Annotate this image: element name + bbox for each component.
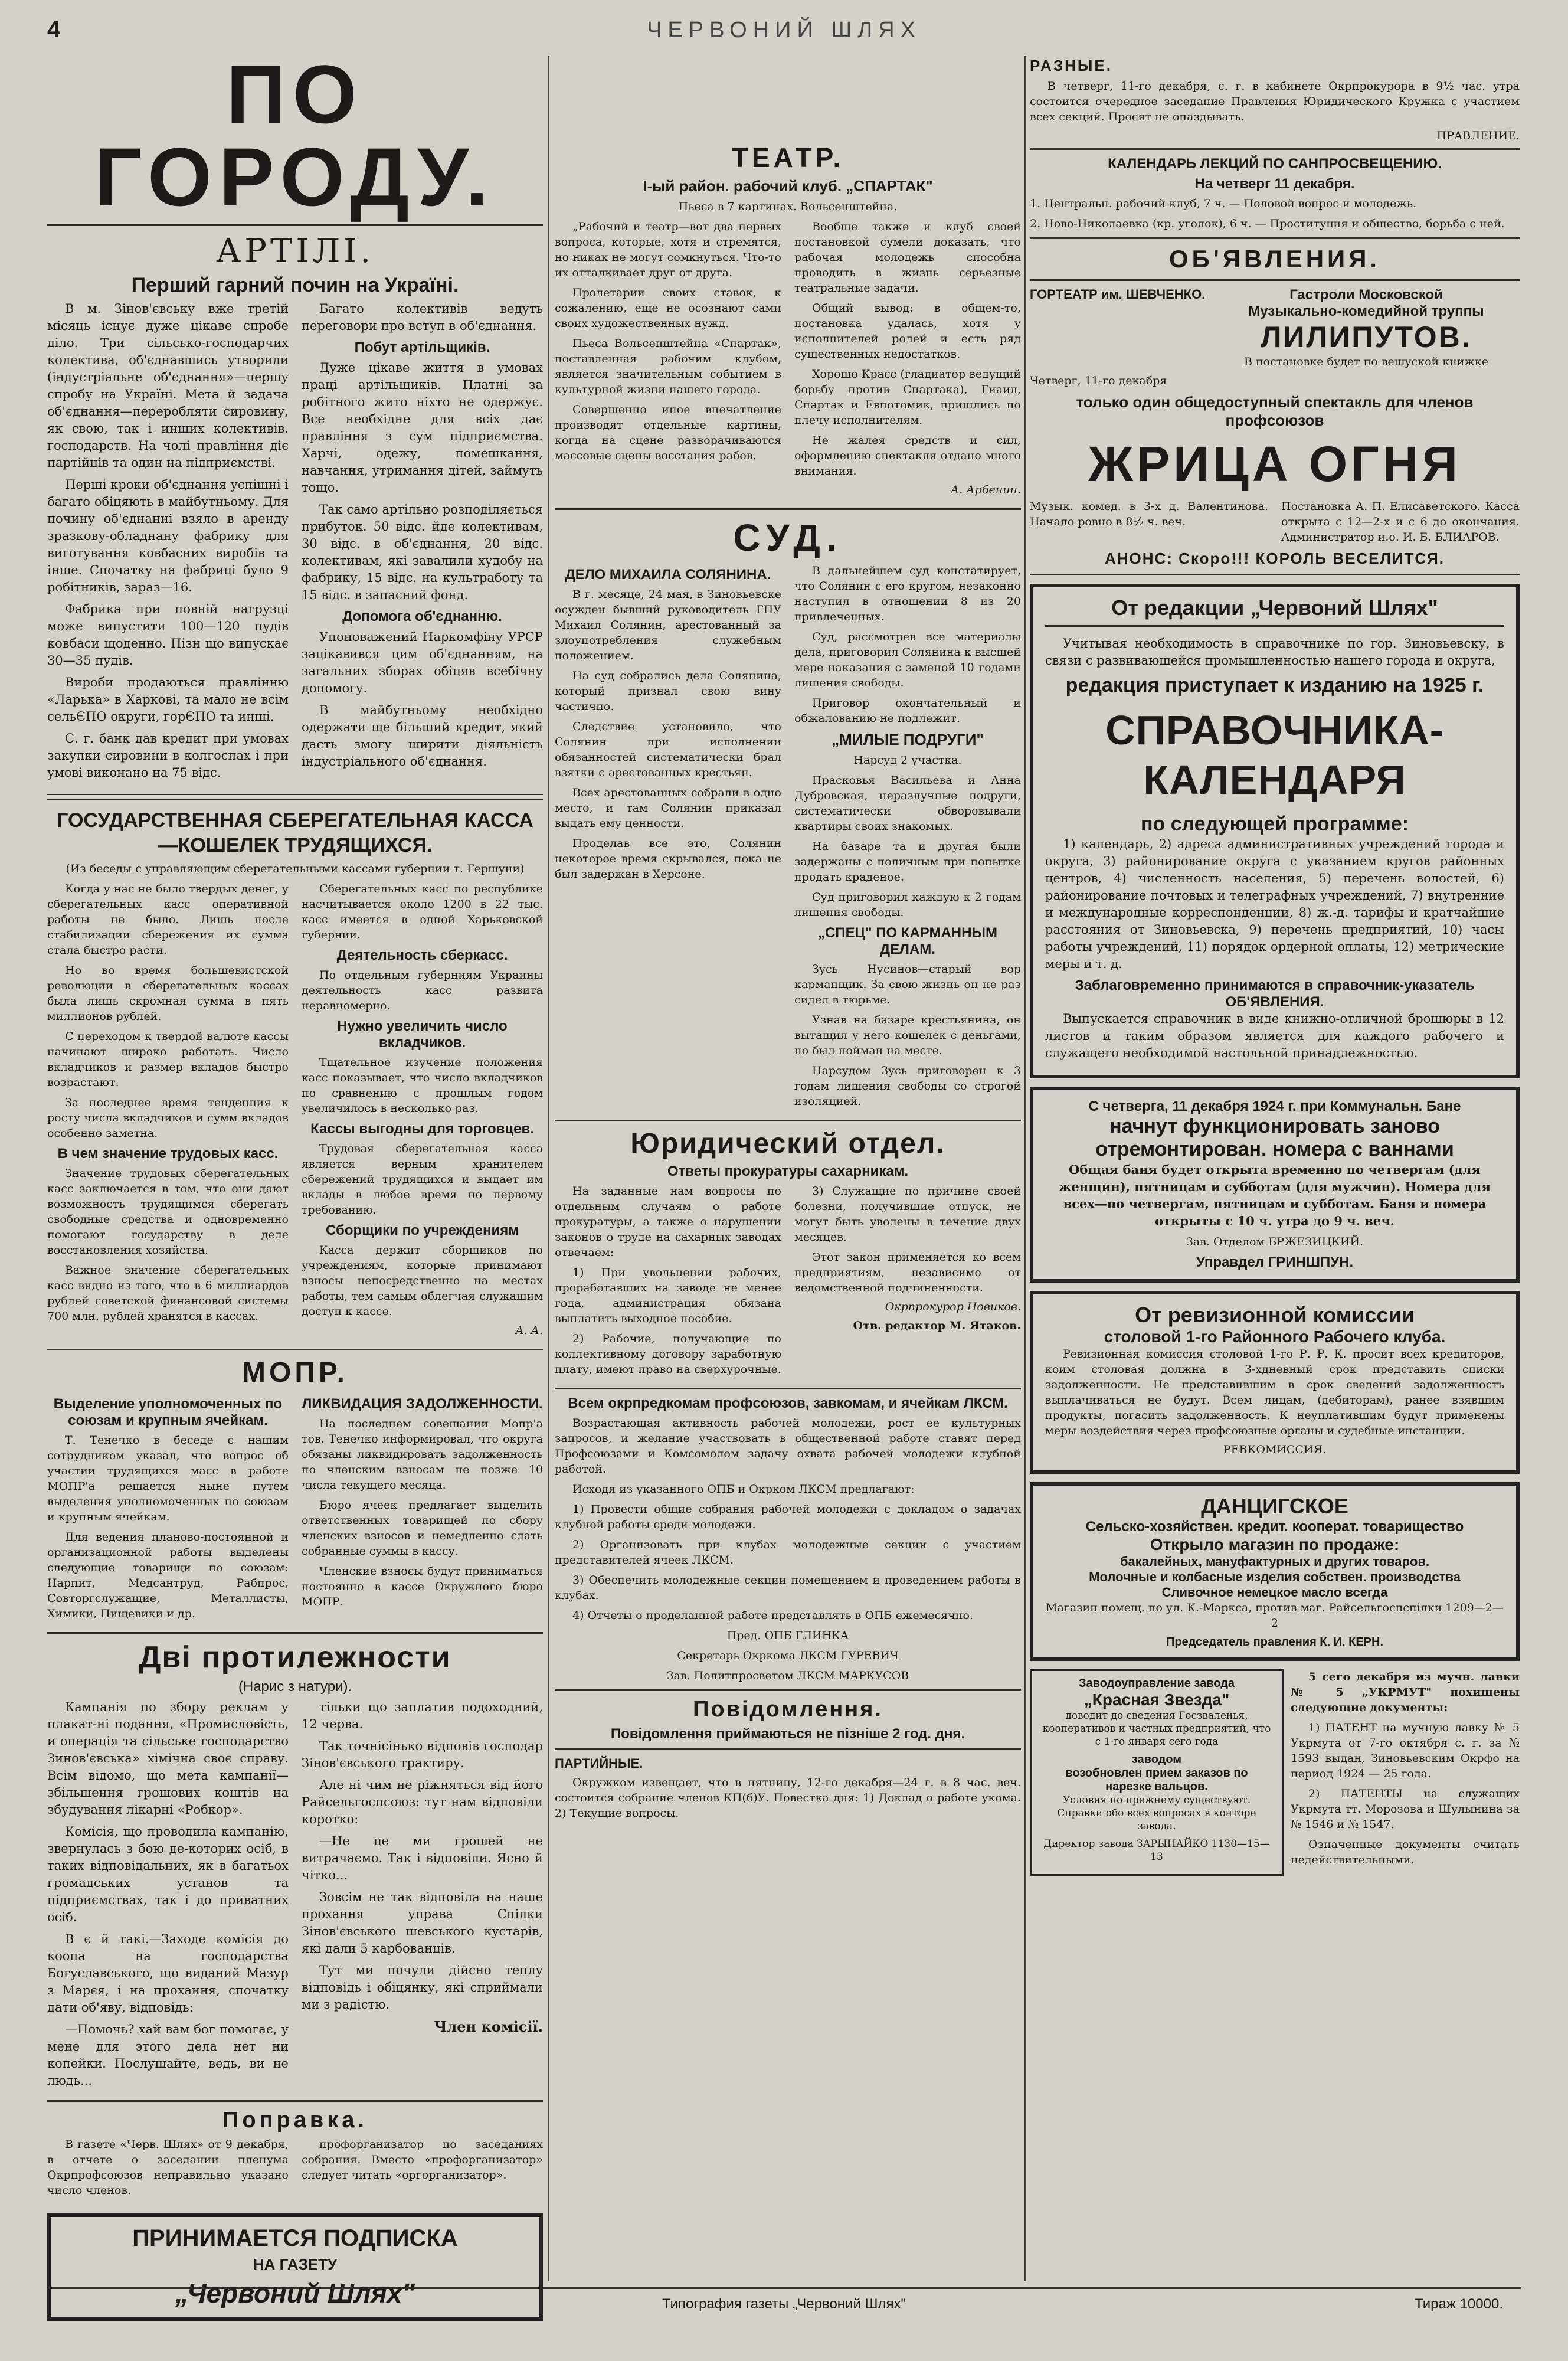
paragraph: Возрастающая активность рабочей молодежи, рост ее культурных запросов, и желание участвовать в общественной работе ставят перед Профсоюзами и Комсомолом задачу охвата рабочей молодежи клубной работой. — [555, 1417, 1021, 1476]
column-divider-left — [548, 56, 549, 2281]
show-info: Постановка А. П. Елисаветского. Касса открыта с 12—2-х и с 6 до окончания. Администратор и.о. И. Б. БЛИАРОВ. — [1281, 500, 1520, 544]
section-subheading: На четверг 11 декабря. — [1194, 176, 1355, 192]
paragraph: С. г. банк дав кредит при умовах закупки сировини в колгоспах і при умові виконано на 75 відс. — [47, 731, 289, 780]
paragraph: Суд, рассмотрев все материалы дела, приговорил Солянина к высшей мере наказания с заменой 10 годами лишения свободы. — [794, 630, 1021, 689]
divider — [47, 1349, 543, 1350]
ad-line: столовой 1-го Районного Рабочего клуба. — [1104, 1327, 1446, 1346]
ad-revision-commission — [1030, 1291, 1520, 1474]
signature: А. А. — [515, 1324, 543, 1337]
divider — [1030, 279, 1520, 281]
subsection-heading: Сборщики по учреждениям — [326, 1222, 519, 1238]
list-item: 2. Ново-Николаевка (кр. уголок), 6 ч. — Проституция и общество, борьба с ней. — [1030, 217, 1505, 230]
ad-line: НА ГАЗЕТУ — [253, 2255, 338, 2273]
paragraph: Не жалея средств и сил, оформлению спектакля отдано много внимания. — [794, 434, 1021, 478]
article-mopr — [47, 1356, 543, 1626]
paragraph: Дуже цікаве життя в умовах праці артільщиків. Платні за робітного жито ніхто не одержує. Все необхідне для всіх дає правління з сум підприємства. Харчі, одежу, помешкання, навчання, утримання дітей, займуть тощо. — [302, 361, 543, 495]
ad-heading: От редакции „Червоний Шлях" — [1045, 596, 1504, 627]
ad-note: Заблаговременно принимаются в справочник-указатель ОБ'ЯВЛЕНИЯ. — [1075, 977, 1475, 1010]
ad-line: бакалейных, мануфактурных и других товаров. — [1119, 1554, 1430, 1569]
subsection-heading: В чем значение трудовых касс. — [57, 1146, 279, 1162]
center-column — [555, 53, 1021, 2278]
subsection-lead: Нарсуд 2 участка. — [853, 754, 962, 767]
ad-line: редакция приступает к изданию на 1925 г. — [1065, 674, 1484, 696]
paragraph: 5 сего декабря из мучн. лавки № 5 „УКРМУТ" похищены следующие документы: — [1291, 1670, 1520, 1714]
article-artili — [47, 232, 543, 786]
printer-line: Типография газеты „Червоний Шлях" — [662, 2296, 906, 2312]
paragraph: В газете «Черв. Шлях» от 9 декабря, в отчете о заседании пленума Окрпрофсоюзов неправильно указано число членов. — [47, 2138, 289, 2197]
paragraph: 2) ПАТЕНТЫ на служащих Укрмута тт. Морозова и Шулынина за № 1546 и № 1547. — [1291, 1787, 1520, 1831]
paragraph: тільки що заплатив подоходний, 12 черва. — [302, 1700, 543, 1731]
paragraph: В г. месяце, 24 мая, в Зиновьевске осужден бывший руководитель ГПУ Михаил Солянин, арестованный за злоупотребления служебным положением. — [555, 588, 781, 662]
paragraph: Совершенно иное впечатление производят отдельные картины, когда на сцене разворачиваются массовые сцены восстания рабов. — [555, 403, 781, 462]
paragraph: Вироби продаються правлінню «Ларька» в Харкові, та мало не всім сельЄПО округи, горЄПО та инші. — [47, 675, 289, 724]
ad-line: Заводоуправление завода — [1078, 1677, 1235, 1690]
troupe-line: Музыкально-комедийной труппы — [1248, 303, 1484, 319]
paragraph: 4) Отчеты о проделанной работе представлять в ОПБ ежемесячно. — [572, 1609, 973, 1622]
paragraph: 2) Рабочие, получающие по коллективному договору заработную плату, имеют право на сверхурочные. — [555, 1332, 781, 1376]
paragraph: Учитывая необходимость в справочнике по гор. Зиновьевску, в связи с развивающейся промышленностью нашего города и округа, — [1045, 636, 1504, 668]
paragraph: Важное значение сберегательных касс видно из того, что в 6 миллиардов рублей советской финансовой системы 700 млн. рублей хранятся в кассах. — [47, 1264, 289, 1323]
notice-lectures — [1030, 156, 1520, 231]
show-date: Четверг, 11-го декабря — [1030, 374, 1167, 387]
paragraph: За последнее время тенденция к росту числа вкладчиков и сумм вкладов особенно заметна. — [47, 1096, 289, 1140]
signature: Пред. ОПБ ГЛИНКА — [726, 1629, 849, 1642]
section-title-po-gorodu: ПО ГОРОДУ. — [94, 48, 496, 223]
ad-big-title: СПРАВОЧНИКА-КАЛЕНДАРЯ — [1105, 707, 1444, 803]
article-heading: Поправка. — [222, 2108, 368, 2133]
ad-line: заводом — [1131, 1753, 1182, 1766]
show-info: Музык. комед. в 3-х д. Валентинова. Начало ровно в 8½ ч. веч. — [1030, 500, 1268, 528]
ad-line: Сливочное немецкое масло всегда — [1161, 1585, 1388, 1600]
paragraph: 2) Организовать при клубах молодежные секции с участием представителей ячеек ЛКСМ. — [555, 1538, 1021, 1567]
ad-line: ПРИНИМАЕТСЯ ПОДПИСКА — [132, 2225, 458, 2251]
note: В постановке будет по вешуской книжке — [1243, 355, 1489, 368]
paragraph: 3) Обеспечить молодежные секции помещением и проведением работы в клубах. — [555, 1574, 1021, 1602]
paragraph: На последнем совещании Мопр'а тов. Тенечко информировал, что округа обязаны ликвидировать задолженность по членским взносам не позже 10 числа текущего месяца. — [302, 1417, 543, 1492]
signature: Зав. Политпросветом ЛКСМ МАРКУСОВ — [666, 1669, 909, 1682]
article-heading: ТЕАТР. — [731, 142, 844, 173]
signature: РЕВКОМИССИЯ. — [1223, 1443, 1326, 1456]
subsection-heading: ЛИКВИДАЦИЯ ЗАДОЛЖЕННОСТИ. — [302, 1396, 543, 1412]
article-teatr — [555, 142, 1021, 502]
signature: Окрпрокурор Новиков. — [885, 1300, 1021, 1313]
paragraph: Пролетарии своих ставок, к сожалению, еще не осознают сами своих художественных нужд. — [555, 286, 781, 330]
list-item: 1. Центральн. рабочий клуб, 7 ч. — Половой вопрос и молодежь. — [1030, 197, 1417, 210]
paragraph: Окружком извещает, что в пятницу, 12-го декабря—24 г. в 8 час. веч. состоится собрание членов КП(б)У. Повестка дня: 1) Доклад о работе укома. 2) Текущие вопросы. — [555, 1776, 1021, 1820]
paragraph: Магазин помещ. по ул. К.-Маркса, против маг. Райсельгоспспілки 1209—2—2 — [1046, 1601, 1504, 1630]
paragraph: Зовсім не так відповіла на наше прохання управа Спілки Зінов'євського шевського кустарів, які дали 5 карбованців. — [302, 1890, 543, 1955]
paragraph: Так точнісінько відповів господар Зінов'євського трактиру. — [302, 1739, 543, 1770]
ad-line: Молочные и колбасные изделия собствен. производства — [1089, 1569, 1461, 1584]
article-subheading: I-ый район. рабочий клуб. „СПАРТАК" — [643, 177, 933, 195]
article-heading: Юридический отдел. — [630, 1128, 945, 1159]
paragraph: Нарсудом Зусь приговорен к 3 годам лишения свободы со строгой изоляцией. — [794, 1064, 1021, 1108]
ad-line: начнут функционировать заново — [1109, 1115, 1440, 1137]
ad-line: Сельско-хозяйствен. кредит. кооперат. товарищество — [1085, 1519, 1464, 1535]
article-heading: ГОСУДАРСТВЕННАЯ СБЕРЕГАТЕЛЬНАЯ КАССА—КОШЕЛЕК ТРУДЯЩИХСЯ. — [57, 809, 533, 856]
paragraph: Пьеса Вольсенштейна «Спартак», поставленная рабочим клубом, является значительным событием в культурной жизни нашего города. — [555, 337, 781, 396]
paragraph: —Не це ми грошей не витрачаємо. Так і відповіли. Ясно й чітко... — [302, 1834, 543, 1882]
divider — [1030, 574, 1520, 575]
notice-raznye — [1030, 57, 1520, 142]
paragraph: Означенные документы считать недействительными. — [1291, 1838, 1520, 1866]
article-subheading: Повідомлення приймаються не пізніше 2 год. дня. — [610, 1726, 965, 1742]
paragraph: Тщательное изучение положения касс показывает, что число вкладчиков по сравнению с прошлым годом увеличилось в несколько раз. — [302, 1056, 543, 1115]
paragraph: Этот закон применяется ко всем предприятиям, независимо от ведомственной подчиненности. — [794, 1251, 1021, 1294]
signature: Отв. редактор М. Ятаков. — [853, 1319, 1021, 1332]
paragraph: Комісія, що проводила кампанію, звернулась з бою де-которих осіб, в таких відповідальних, як в багатьох громадських установ та підприємствах, так і до приватних осіб. — [47, 1824, 289, 1924]
show-title: ЖРИЦА ОГНЯ — [1088, 436, 1461, 492]
notice-ukrmut — [1291, 1669, 1520, 1876]
ad-subheading: по следующей программе: — [1140, 813, 1409, 835]
paragraph: Всех арестованных собрали в одно место, и там Солянин приказал выдать ему ценности. — [555, 786, 781, 830]
paragraph: Т. Тенечко в беседе с нашим сотрудником указал, что вопрос об участии трудящихся масс в работе МОПР'а решается ныне путем выделения уполномоченных по союзам и крупным ячейкам. — [47, 1434, 289, 1523]
paragraph: Ревизионная комиссия столовой 1-го Р. Р. К. просит всех кредиторов, коим столовая должна в 3-хдневный срок представить списки задолженности. Не представившим в срок сведений задолженность выплачиваться не будут. Всем лицам, (дебиторам), ранее взявшим продукты, погасить задолженность. К неуплатившим будут применены меры воздействия через профсоюзные органы и судебные инстанции. — [1045, 1348, 1504, 1437]
paragraph: Выпускается справочник в виде книжно-отличной брошюры в 12 листов и таким образом является для каждого рабочего и служащего необходимой настольной принадлежностью. — [1045, 1012, 1504, 1060]
paragraph: В дальнейшем суд констатирует, что Солянин с его кругом, незаконно наступил в отношении 8 из 20 привлеченных. — [794, 564, 1021, 623]
signature: ПРАВЛЕНИЕ. — [1436, 129, 1520, 142]
paragraph: Перші кроки об'єднання успішні і багато обіцяють в майбутньому. Для почину об'єднанні взяло в аренду зразкову-обладнану фабрику для виготування ковбасних виробів та інше. Спочатку на фабриці було 9 робітників, зараз—16. — [47, 478, 289, 594]
paragraph: Сберегательных касс по республике насчитывается около 1200 в 22 тыс. касс имеется в одной Харьковской губернии. — [302, 882, 543, 941]
divider — [47, 794, 543, 800]
page-footer — [47, 2287, 1521, 2324]
signature: Управдел ГРИНШПУН. — [1196, 1254, 1354, 1270]
divider — [555, 1689, 1021, 1691]
article-lead: Пьеса в 7 картинах. Вольсенштейна. — [678, 200, 898, 213]
paragraph: Значение трудовых сберегательных касс заключается в том, что они дают возможность трудящимся сберегать свободные средства и одновременно помогают государству в деле восстановления хозяйства. — [47, 1167, 289, 1257]
troupe-name: ЛИЛИПУТОВ. — [1261, 321, 1472, 354]
section-heading: ОБ'ЯВЛЕНИЯ. — [1168, 245, 1381, 273]
paragraph: Проделав все это, Солянин некоторое время скрывался, пока не был задержан в Херсоне. — [555, 837, 781, 881]
paragraph: Прасковья Васильева и Анна Дубровская, неразлучные подруги, систематически обворовывали квартиры своих знакомых. — [794, 774, 1021, 833]
signature: Член комісії. — [434, 2018, 543, 2035]
ad-zavod — [1030, 1669, 1284, 1876]
paragraph: В четверг, 11-го декабря, с. г. в кабинете Окрпрокурора в 9½ час. утра состоится очередное заседание Правления Юридического Кружка с участием всех секций. Просят не опаздывать. — [1030, 80, 1520, 123]
masthead: ЧЕРВОНИЙ ШЛЯХ — [647, 18, 921, 42]
paragraph: доводит до сведения Госзваленья, кооперативов и частных предприятий, что с 1-го января сего года — [1042, 1710, 1271, 1748]
paragraph: 1) ПАТЕНТ на мучную лавку № 5 Укрмута от 7-го октября с. г. за № 1593 выдан, Зиновьевским Окрфо на период 1924 — 25 года. — [1291, 1721, 1520, 1780]
paragraph: Касса держит сборщиков по учреждениям, которые принимают взносы непосредственно на местах работы, тем самым облегчая служащим доступ к кассе. — [302, 1244, 543, 1318]
subsection-heading: Допомога об'єднанню. — [342, 609, 502, 624]
ad-line: возобновлен прием заказов по нарезке вальцов. — [1065, 1767, 1248, 1793]
page-header — [47, 11, 1521, 46]
paragraph: Так само артільно розподіляється прибуток. 50 відс. йде колективам, 30 відс. в об'єднання, 20 відс. колективам, які завалили худобу на фабрику, 15 відс. на культработу та 15 відс. в запасний фонд. — [302, 502, 543, 602]
divider — [555, 1388, 1021, 1389]
paragraph: Членские взносы будут приниматься постоянно в кассе Окружного бюро МОПР. — [302, 1565, 543, 1608]
article-dvi-protylezhnosti — [47, 1640, 543, 2094]
paragraph: Багато колективів ведуть переговори про вступ в об'єднання. — [302, 302, 543, 333]
subsection-heading: Деятельность сберкасс. — [336, 947, 508, 963]
announce-line: АНОНС: Скоро!!! КОРОЛЬ ВЕСЕЛИТСЯ. — [1104, 550, 1445, 567]
page-number: 4 — [47, 17, 61, 42]
signature: А. Арбенин. — [950, 483, 1021, 496]
ad-line: „Красная Звезда" — [1083, 1690, 1230, 1709]
paragraph: В є й такі.—Заходе комісія до коопа на господарства Богуславського, що виданий Мазур з Марєя, і на прохання, спочатку дати об'яву, відповідь: — [47, 1932, 289, 2015]
ad-line: От ревизионной комиссии — [1135, 1303, 1415, 1327]
signature: Директор завода ЗАРЫНАЙКО 1130—15—13 — [1043, 1838, 1270, 1863]
paragraph: В м. Зінов'євську вже третій місяць існує дуже цікаве спробе діло. Три сільсько-господарчих колектива, об'єднавшись утворили (індустріальне об'єднання»—першу спробу на Україні. Мета й задача об'єднання—переробляти сировину, як свою, так і инших колективів. господарств. На чолі правління діє партійців та один на підприємстві. — [47, 302, 289, 470]
theatre-name: ГОРТЕАТР им. ШЕВЧЕНКО. — [1030, 287, 1206, 302]
paragraph: профорганизатор по заседаниях собрания. Вместо «профорганизатор» следует читать «оргорганизатор». — [302, 2138, 543, 2182]
signature: Секретарь Окркома ЛКСМ ГУРЕВИЧ — [677, 1649, 899, 1662]
divider — [47, 1632, 543, 1634]
divider — [555, 508, 1021, 510]
subsection-heading: Нужно увеличить число вкладчиков. — [337, 1018, 508, 1051]
paragraph: Зусь Нусинов—старый вор карманщик. За свою жизнь он не раз сидел в тюрьме. — [794, 963, 1021, 1006]
paragraph: С переходом к твердой валюте кассы начинают широко работать. Число вкладчиков и размер вкладов быстро возрастают. — [47, 1030, 289, 1089]
article-heading: Дві протилежности — [139, 1640, 451, 1675]
paragraph: Когда у нас не было твердых денег, у сберегательных касс оперативной работы не было. Лишь после стабилизации сбережения их сумма стала быстро расти. — [47, 882, 289, 957]
section-heading: КАЛЕНДАРЬ ЛЕКЦИЙ ПО САНПРОСВЕЩЕНИЮ. — [1108, 156, 1442, 172]
divider — [555, 1748, 1021, 1750]
column-divider-right — [1024, 56, 1026, 2281]
ad-editorial-calendar — [1030, 584, 1520, 1078]
subsection-heading: Побут артільщиків. — [354, 339, 490, 355]
paragraph: Узнав на базаре крестьянина, он вытащил у него кошелек с деньгами, но был пойман на месте. — [794, 1013, 1021, 1057]
paragraph: На базаре та и другая были задержаны с поличным при попытке продать краденое. — [794, 840, 1021, 884]
article-povidomlennya — [555, 1697, 1021, 1821]
paragraph: Общая баня будет открыта временно по четвергам (для женщин), пятницам и субботам (для мужчин). Номера для всех—по четвергам, пятницам и субботам. Баня и номера открыты с 10 ч. утра до 9 ч. веч. — [1059, 1162, 1491, 1228]
paragraph: Бюро ячеек предлагает выделить ответственных товарищей по сбору членских взносов и немедленно сдать собранные суммы в кассу. — [302, 1499, 543, 1558]
paragraph: В майбутньому необхідно одержати ще більший кредит, який дасть змогу ширити діяльність індустріального об'єднання. — [302, 703, 543, 769]
divider — [555, 1120, 1021, 1121]
divider — [1030, 237, 1520, 239]
paragraph: —Помочь? хай вам бог помогає, у мене для этого дела нет ни копейки. Послушайте, ведь, ви не людь... — [47, 2022, 289, 2088]
article-profsoyuz — [555, 1395, 1021, 1683]
divider — [47, 2100, 543, 2102]
ad-line: Открыло магазин по продаже: — [1150, 1535, 1400, 1554]
article-heading: СУД. — [733, 516, 843, 559]
article-sud — [555, 516, 1021, 1114]
circulation: Тираж 10000. — [1415, 2296, 1503, 2312]
signature: Председатель правления К. И. КЕРН. — [1166, 1636, 1383, 1649]
article-heading: МОПР. — [242, 1357, 348, 1388]
paragraph: „Рабочий и театр—вот два первых вопроса, которые, хотя и стремятся, но никак не могут сомкнуться. Что-то их отталкивает друг от друга. — [555, 220, 781, 279]
article-lead: (Из беседы с управляющим сберегательными кассами губернии т. Гершуни) — [66, 862, 525, 875]
paragraph: Общий вывод: в общем-то, постановка удалась, хотя у исполнителей ролей и есть ряд существенных недостатков. — [794, 302, 1021, 361]
left-column — [47, 48, 543, 2308]
ad-line: „Червоний Шлях" — [175, 2278, 415, 2308]
paragraph: Упоноважений Наркомфіну УРСР зацікавився цим об'єднанням, на загальних зборах обіцяв всебічну допомогу. — [302, 630, 543, 695]
troupe-line: Гастроли Московской — [1289, 287, 1443, 303]
ad-dancig — [1030, 1482, 1520, 1661]
paragraph: 1) При увольнении рабочих, проработавших на заводе не менее года, администрация обязана выплатить выходное пособие. — [555, 1266, 781, 1325]
paragraph: На заданные нам вопросы по отдельным случаям о работе прокуратуры, а также о нарушении законов о труде на сахарных заводах отвечаем: — [555, 1185, 781, 1259]
paragraph: Приговор окончательный и обжалованию не подлежит. — [794, 696, 1021, 725]
paragraph: Условия по прежнему существуют. Справки обо всех вопросах в конторе завода. — [1057, 1794, 1256, 1832]
article-subheading: Перший гарний почин на Україні. — [131, 274, 459, 296]
paragraph: Хорошо Красс (гладиатор ведущий борьбу против Спартака), Гиаил, Спартак и Евпотомик, пришлись по плечу исполнителям. — [794, 368, 1021, 427]
announcements — [1030, 245, 1520, 568]
paragraph: Следствие установило, что Солянин при исполнении обязанностей систематически брал взятки с арестованных крестьян. — [555, 720, 781, 779]
article-yuridicheskiy-otdel — [555, 1127, 1021, 1382]
ad-line: ДАНЦИГСКОЕ — [1201, 1494, 1348, 1518]
paragraph: 3) Служащие по причине своей болезни, получившие отпуск, не могут быть уволены в течение двух месяцев. — [794, 1185, 1021, 1244]
subsection-heading: Выделение уполномоченных по союзам и крупным ячейкам. — [53, 1396, 283, 1428]
article-heading: Всем окрпредкомам профсоюзов, завкомам, и ячейкам ЛКСМ. — [568, 1395, 1008, 1411]
show-note: только один общедоступный спектакль для членов профсоюзов — [1076, 393, 1474, 429]
ad-line: отремонтирован. номера с ваннами — [1095, 1138, 1454, 1160]
paragraph: По отдельным губерниям Украины деятельность касс развита неравномерно. — [302, 969, 543, 1012]
right-column — [1030, 53, 1520, 2278]
paragraph: Исходя из указанного ОПБ и Окрком ЛКСМ предлагают: — [572, 1483, 915, 1496]
paragraph: Но во время большевистской революции в сберегательных кассах была лишь скромная сумма в пять миллионов рублей. — [47, 964, 289, 1023]
paragraph: Фабрика при повній нагрузці може випустити 100—120 пудів ковбаси щоденно. Пізн що випускає 30—35 пудів. — [47, 602, 289, 668]
paragraph: Трудовая сберегательная касса является верным хранителем сбережений трудящихся и выдает им вклады в любое время по первому требованию. — [302, 1142, 543, 1217]
subsection-heading: „МИЛЫЕ ПОДРУГИ" — [832, 731, 984, 748]
paragraph: 1) календарь, 2) адреса административных учреждений города и округа, 3) районирование округа с указанием кругов районных центров, 4) численность населения, 5) перечень волостей, 6) районирование почтовых и телеграфных учреждений, 7) внутренние и международные корреспонденции, 8) ж.-д. тарифы и кратчайшие расстояния от Зиновьевска, 9) перечень предприятий, 10) часы работы учреждений, 11) порядок ордерной оплаты, 12) метрические меры и т. д. — [1045, 837, 1504, 971]
subsection-heading: Кассы выгодны для торговцев. — [310, 1121, 534, 1137]
paragraph: Тут ми почули дійсно теплу відповідь і обіцянку, які сприймали ми з радістю. — [302, 1963, 543, 2012]
subsection-heading: ДЕЛО МИХАИЛА СОЛЯНИНА. — [565, 567, 771, 583]
paragraph: Суд приговорил каждую к 2 годам лишения свободы. — [794, 891, 1021, 919]
paragraph: Для ведения планово-постоянной и организационной работы выделены следующие товарищи по союзам: Нарпит, Медсантруд, Рабпрос, Совторгслужащие, Металлисты, Химики, Пищевики и др. — [47, 1531, 289, 1620]
paragraph: Вообще также и клуб своей постановкой сумели доказать, что рабочая молодежь способна проводить в жизнь серьезные театральные задачи. — [794, 220, 1021, 295]
subsection-heading: „СПЕЦ" ПО КАРМАННЫМ ДЕЛАМ. — [818, 925, 997, 957]
article-subheading: (Нарис з натури). — [238, 1679, 352, 1695]
article-heading: Повідомлення. — [693, 1697, 883, 1722]
article-subheading: Ответы прокуратуры сахарникам. — [667, 1163, 909, 1179]
divider — [47, 224, 543, 226]
signature: Зав. Отделом БРЖЕЗИЦКИЙ. — [1186, 1235, 1364, 1248]
paragraph: Але ні чим не ріжняться від його Райсельгоспсоюз: тут нам відповіли коротко: — [302, 1778, 543, 1826]
subsection-heading: ПАРТИЙНЫЕ. — [555, 1756, 643, 1771]
divider — [1030, 148, 1520, 150]
article-heading: АРТІЛІ. — [215, 232, 375, 270]
paragraph: 1) Провести общие собрания рабочей молодежи с докладом о задачах клубной работы среди молодежи. — [555, 1503, 1021, 1531]
section-heading: РАЗНЫЕ. — [1030, 57, 1112, 74]
paragraph: Кампанія по збору реклам у плакат-ні подання, «Промисловість, и операція та сільське господарство Зинов'євська» хімічна своє справу. Всім відомо, що мета кампанії—збільшення грошових коштів на збудування лікарні «Робкор». — [47, 1700, 289, 1817]
ad-line: С четверга, 11 декабря 1924 г. при Коммунальн. Бане — [1088, 1098, 1461, 1114]
article-kassa — [47, 808, 543, 1343]
paragraph: На суд собрались дела Солянина, который признал свою вину частично. — [555, 669, 781, 713]
ad-banya — [1030, 1087, 1520, 1283]
article-popravka — [47, 2108, 543, 2203]
